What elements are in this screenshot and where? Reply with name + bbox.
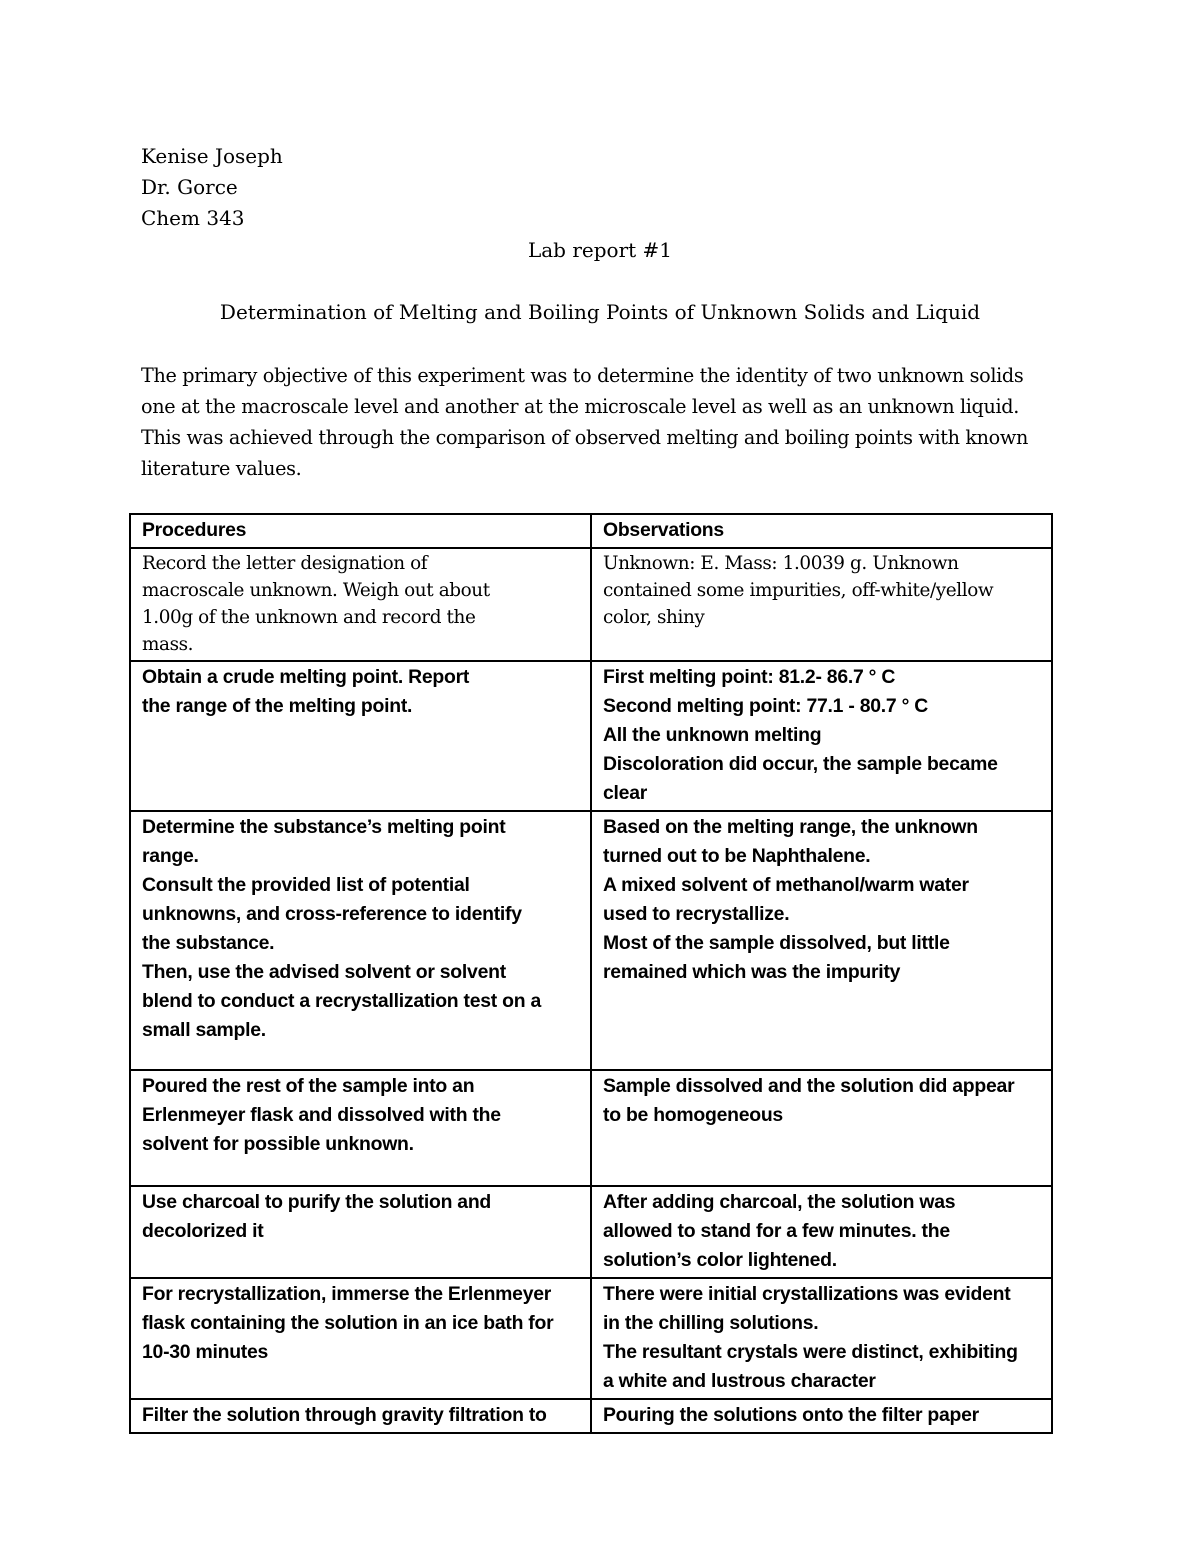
table-row (130, 661, 1052, 811)
intro-line: The primary objective of this experiment was to determine the identity of two unknown solids (141, 364, 1024, 387)
cell-line: the substance. (142, 932, 275, 954)
cell-line: For recrystallization, immerse the Erlenmeyer (142, 1283, 552, 1305)
procedure-cell (130, 548, 591, 661)
table-row (130, 1186, 1052, 1278)
cell-line: the range of the melting point. (142, 695, 413, 717)
observation-cell (591, 1278, 1052, 1399)
cell-line: a white and lustrous character (603, 1370, 876, 1392)
intro-line: literature values. (141, 457, 302, 480)
procedure-cell (130, 1070, 591, 1186)
intro-line: This was achieved through the comparison of observed melting and boiling points with known (141, 426, 1028, 449)
cell-line: solvent for possible unknown. (142, 1133, 414, 1155)
cell-line: After adding charcoal, the solution was (603, 1191, 956, 1213)
cell-line: Poured the rest of the sample into an (142, 1075, 475, 1097)
cell-line: All the unknown melting (603, 724, 822, 746)
cell-line: unknowns, and cross-reference to identify (142, 903, 522, 925)
cell-line: Most of the sample dissolved, but little (603, 932, 950, 954)
table-row (130, 1278, 1052, 1399)
procedure-cell (130, 1278, 591, 1399)
cell-line: Based on the melting range, the unknown (603, 816, 978, 838)
cell-line: Record the letter designation of (142, 553, 428, 574)
cell-line: flask containing the solution in an ice bath for (142, 1312, 554, 1334)
cell-line: 1.00g of the unknown and record the (142, 607, 476, 628)
cell-line: macroscale unknown. Weigh out about (142, 580, 490, 601)
observation-cell (591, 548, 1052, 661)
cell-line: Sample dissolved and the solution did appear (603, 1075, 1015, 1097)
header-observations: Observations (591, 514, 1052, 548)
cell-line: small sample. (142, 1019, 266, 1041)
observation-cell (591, 1399, 1052, 1433)
cell-line: A mixed solvent of methanol/warm water (603, 874, 969, 896)
cell-line: Second melting point: 77.1 - 80.7 ° C (603, 695, 928, 717)
cell-line: contained some impurities, off-white/yellow (603, 580, 994, 601)
intro-line: one at the macroscale level and another at the microscale level as well as an unknown liquid. (141, 395, 1019, 418)
cell-line: First melting point: 81.2- 86.7 ° C (603, 666, 896, 688)
cell-line: Determine the substance’s melting point (142, 816, 506, 838)
observation-cell (591, 811, 1052, 1070)
cell-line: Unknown: E. Mass: 1.0039 g. Unknown (603, 553, 959, 574)
procedure-cell (130, 1399, 591, 1433)
cell-line: used to recrystallize. (603, 903, 790, 925)
cell-line: turned out to be Naphthalene. (603, 845, 871, 867)
report-title: Determination of Melting and Boiling Points of Unknown Solids and Liquid (219, 300, 981, 324)
observation-cell (591, 661, 1052, 811)
table-row (130, 548, 1052, 661)
cell-line: Use charcoal to purify the solution and (142, 1191, 492, 1213)
cell-line: clear (603, 782, 648, 804)
intro-paragraph (141, 360, 1061, 484)
cell-line: blend to conduct a recrystallization test on a (142, 990, 542, 1012)
table-row (130, 1070, 1052, 1186)
observation-cell (591, 1070, 1052, 1186)
cell-line: Pouring the solutions onto the filter paper (603, 1404, 979, 1426)
cell-line: Erlenmeyer flask and dissolved with the (142, 1104, 501, 1126)
observation-cell (591, 1186, 1052, 1278)
cell-line: mass. (142, 634, 194, 655)
cell-line: Filter the solution through gravity filtration to (142, 1404, 547, 1426)
course-name: Chem 343 (141, 206, 245, 230)
procedure-cell (130, 1186, 591, 1278)
cell-line: There were initial crystallizations was evident (603, 1283, 1011, 1305)
report-label: Lab report #1 (527, 238, 673, 262)
cell-line: color, shiny (603, 607, 705, 628)
cell-line: Consult the provided list of potential (142, 874, 470, 896)
cell-line: to be homogeneous (603, 1104, 783, 1126)
cell-line: 10-30 minutes (142, 1341, 269, 1363)
procedure-cell (130, 811, 591, 1070)
cell-line: The resultant crystals were distinct, exhibiting (603, 1341, 1018, 1363)
cell-line: decolorized it (142, 1220, 264, 1242)
cell-line: solution’s color lightened. (603, 1249, 837, 1271)
student-name: Kenise Joseph (141, 144, 283, 168)
cell-line: Obtain a crude melting point. Report (142, 666, 470, 688)
cell-line: in the chilling solutions. (603, 1312, 819, 1334)
cell-line: remained which was the impurity (603, 961, 901, 983)
procedures-table (129, 513, 1053, 1434)
cell-line: Then, use the advised solvent or solvent (142, 961, 506, 983)
header-procedures: Procedures (130, 514, 591, 548)
table-row (130, 811, 1052, 1070)
table-header-row (130, 514, 1052, 548)
cell-line: allowed to stand for a few minutes. the (603, 1220, 950, 1242)
cell-line: Discoloration did occur, the sample became (603, 753, 998, 775)
cell-line: range. (142, 845, 199, 867)
table-row (130, 1399, 1052, 1433)
procedure-cell (130, 661, 591, 811)
instructor-name: Dr. Gorce (141, 175, 238, 199)
